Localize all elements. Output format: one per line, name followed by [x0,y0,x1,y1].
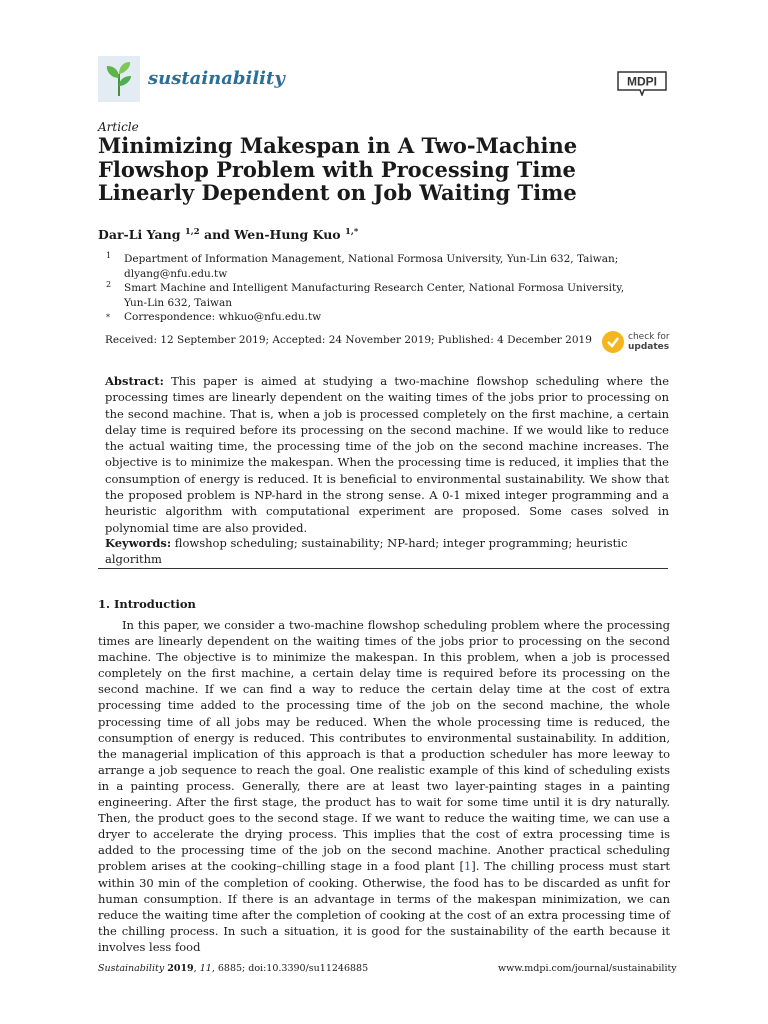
citation-link[interactable]: 1 [463,859,472,874]
footer-url[interactable]: www.mdpi.com/journal/sustainability [498,963,677,974]
author-name: Wen-Hung Kuo [234,227,341,243]
footer-year: 2019 [167,963,194,974]
affiliation-mark: * [106,313,110,322]
paper-title: Minimizing Makespan in A Two-Machine Flowshop Problem with Processing Time Linearly Dependent on Job Waiting Time [98,133,578,206]
affiliation-line: Yun-Lin 632, Taiwan [124,296,233,309]
leaf-icon [98,56,140,102]
affiliation-line: Department of Information Management, National Formosa University, Yun-Lin 632, Taiwan; [124,253,619,265]
footer-citation: Sustainability 2019, 11, 6885; doi:10.3390/su11246885 [98,963,369,974]
footer-journal: Sustainability [98,963,165,974]
affiliation-mark: 2 [106,280,112,289]
abstract [105,373,669,536]
footer-doi: , 6885; doi:10.3390/su11246885 [211,963,369,974]
author-joiner: and [199,227,235,243]
affiliation-mark: 1 [106,251,112,260]
keywords [105,535,669,567]
citation-bracket: ] [471,859,476,874]
footer-volume: 11 [199,963,212,974]
publication-dates: Received: 12 September 2019; Accepted: 24 November 2019; Published: 4 December 2019 [105,334,592,346]
correspondence-email[interactable]: Correspondence: whkuo@nfu.edu.tw [124,311,322,323]
citation-bracket: [ [459,859,464,874]
abstract-label: Abstract: [105,374,164,388]
check-for-updates-label: check for updates [628,332,670,352]
affiliation-line: Smart Machine and Intelligent Manufacturing Research Center, National Formosa University, [124,282,625,294]
article-type: Article [98,120,139,134]
author-list [98,227,358,242]
author-name: Dar-Li Yang [98,227,181,243]
abstract-text: This paper is aimed at studying a two-machine flowshop scheduling where the processing times are linearly dependent on the waiting times of the jobs prior to processing on the second machine. That is, when a job is processed completely on the first machine, a certain delay time is required before its processing on the second machine. If we would like to reduce the actual waiting time, the processing time of the job on the second machine increases. The objective is to minimize the makespan. When the processing time is reduced, it implies that the consumption of energy is reduced. It is beneficial to environmental sustainability. We show that the proposed problem is NP-hard in the strong sense. A 0-1 mixed integer programming and a heuristic algorithm with computational experiment are proposed. Some cases solved in polynomial time are also provided. [105,374,670,535]
author-affiliation-mark: 1,2 [184,227,200,237]
keywords-label: Keywords: [105,536,172,550]
keywords-text: flowshop scheduling; sustainability; NP-hard; integer programming; heuristic algorithm [105,536,628,566]
check-for-updates-icon [602,331,624,353]
mdpi-logo [614,70,670,96]
journal-name: sustainability [148,68,285,89]
section-heading: 1. Introduction [98,597,196,611]
publisher-name: MDPI [627,74,657,89]
check-for-updates-button[interactable] [602,331,672,355]
affiliation-email[interactable]: dlyang@nfu.edu.tw [124,267,228,280]
body-paragraph: In this paper, we consider a two-machine flowshop scheduling problem where the processing times are linearly dependent on the waiting times of the jobs prior to processing on the second machine. The objective is to minimize the makespan. In this problem, when a job is processed completely on the first machine, a certain delay time is required before its processing on the second machine. If we can find a way to reduce the certain delay time at the cost of extra processing time added to the processing time of the job on the second machine, the whole processing time of all jobs may be reduced. When the whole processing time is reduced, the consumption of energy is reduced. This contributes to environmental sustainability. In addition, the managerial implication of this approach is that a production scheduler has more leeway to arrange a job sequence to reach the goal. One realistic example of this kind of scheduling exists in a painting process. Generally, there are at least two layer-painting stages in a painting engineering. After the first stage, the product has to wait for some time until it is dry naturally. Then, the product goes to the second stage. If we want to reduce the waiting time, we can use a dryer to accelerate the drying process. This implies that the cost of extra processing time is added to the processing time of the job on the second machine. Another practical scheduling problem arises at the cooking–chilling stage in a food plant [1]. The chilling process must start within 30 min of the completion of cooking. Otherwise, the food has to be discarded as unfit for human consumption. If there is an advantage in terms of the makespan minimization, we can reduce the waiting time after the completion of cooking at the cost of an extra processing time of the chilling process. In such a situation, it is good for the sustainability of the earth because it involves less food [98,618,670,954]
divider [98,568,668,569]
author-affiliation-mark: 1,* [344,227,359,237]
